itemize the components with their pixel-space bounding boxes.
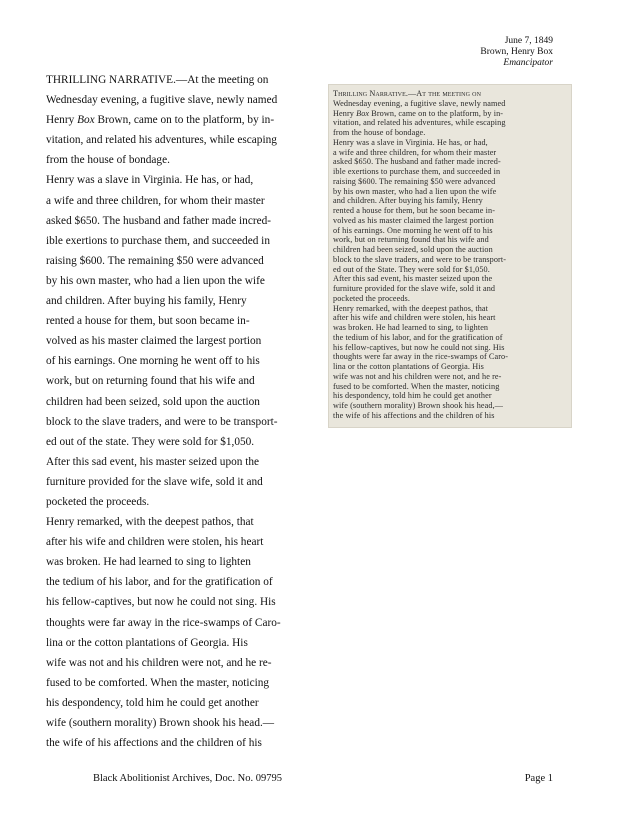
transcription-line: block to the slave traders, and were to be transport- [46, 415, 278, 428]
transcription-text [46, 70, 296, 753]
clipping-line: Thrilling Narrative.—At the meeting on [333, 89, 482, 98]
clipping-line: pocketed the proceeds. [333, 293, 410, 303]
clipping-line: wife was not and his children were not, and he re- [333, 371, 502, 381]
transcription-line: rented a house for them, but soon became in- [46, 315, 250, 328]
clipping-line: furniture provided for the slave wife, sold it and [333, 284, 496, 293]
clipping-line: vitation, and related his adventures, while escaping [333, 118, 506, 128]
clipping-line: children had been seized, sold upon the auction [333, 245, 493, 254]
transcription-line: Wednesday evening, a fugitive slave, newly named [46, 94, 278, 107]
transcription-line: from the house of bondage. [46, 154, 170, 167]
footer-archive: Black Abolitionist Archives, Doc. No. 09795 [93, 773, 282, 784]
header-author: Brown, Henry Box [480, 47, 553, 57]
transcription-line: and children. After buying his family, Henry [46, 295, 247, 308]
clipping-line: block to the slave traders, and were to be transport- [333, 254, 507, 264]
transcription-line: of his earnings. One morning he went off to his [46, 355, 260, 368]
clipping-line: ed out of the State. They were sold for $1,050. [333, 264, 490, 274]
transcription-line: vitation, and related his adventures, while escaping [46, 134, 277, 147]
header-date: June 7, 1849 [504, 36, 553, 46]
clipping-line: his despondency, told him he could get another [333, 391, 492, 401]
transcription-line: THRILLING NARRATIVE.—At the meeting on [46, 74, 269, 86]
header-publication: Emancipator [503, 58, 553, 68]
transcription-line: fused to be comforted. When the master, noticing [46, 676, 270, 689]
clipping-line: After this sad event, his master seized upon the [333, 274, 493, 284]
transcription-line: a wife and three children, for whom their master [46, 194, 265, 207]
clipping-line: after his wife and children were stolen, his heart [333, 313, 496, 323]
transcription-line: furniture provided for the slave wife, sold it and [46, 475, 263, 488]
clipping-line: Henry remarked, with the deepest pathos, that [333, 303, 489, 313]
clipping-line: was broken. He had learned to sing, to lighten [333, 323, 489, 332]
clipping-line: ible exertions to purchase them, and succeeded in [333, 167, 501, 176]
transcription-line: the tedium of his labor, and for the gratification of [46, 576, 273, 589]
transcription-line: raising $600. The remaining $50 were advanced [46, 254, 264, 267]
transcription-line: his fellow-captives, but now he could not sing. His [46, 596, 276, 609]
transcription-line: wife (southern morality) Brown shook his head.— [46, 717, 275, 729]
newspaper-clipping-text [333, 89, 567, 421]
clipping-line: of his earnings. One morning he went off to his [333, 225, 493, 235]
footer-page-number: Page 1 [524, 773, 553, 784]
transcription-line: asked $650. The husband and father made incred- [46, 214, 272, 227]
clipping-line: asked $650. The husband and father made incred- [333, 157, 501, 167]
transcription-line: thoughts were far away in the rice-swamps of Caro- [46, 616, 281, 629]
transcription-line: after his wife and children were stolen, his heart [46, 536, 264, 549]
clipping-line: and children. After buying his family, Henry [333, 196, 483, 206]
transcription-line: pocketed the proceeds. [46, 495, 150, 508]
transcription-line: work, but on returning found that his wife and [46, 375, 255, 388]
clipping-line: Wednesday evening, a fugitive slave, newly named [333, 98, 506, 108]
clipping-line: wife (southern morality) Brown shook his head,— [333, 401, 504, 410]
clipping-line: Henry was a slave in Virginia. He has, or had, [333, 137, 488, 147]
transcription-line: After this sad event, his master seized upon the [46, 455, 260, 468]
clipping-line: his fellow-captives, but now he could not sing. His [333, 342, 505, 352]
clipping-line: lina or the cotton plantations of Georgia. His [333, 362, 484, 371]
transcription-line: ed out of the state. They were sold for $1,050. [46, 435, 255, 448]
transcription-line: by his own master, who had a lien upon the wife [46, 274, 265, 287]
clipping-line: work, but on returning found that his wife and [333, 235, 489, 245]
newspaper-clipping-image [328, 84, 572, 428]
transcription-line: Henry remarked, with the deepest pathos, that [46, 516, 254, 529]
clipping-line: thoughts were far away in the rice-swamps of Caro- [333, 352, 509, 362]
transcription-line: Henry was a slave in Virginia. He has, or had, [46, 174, 254, 187]
clipping-line: volved as his master claimed the largest portion [333, 215, 494, 225]
clipping-line: the wife of his affections and the children of his [333, 410, 495, 420]
transcription-line: ible exertions to purchase them, and succeeded in [46, 234, 270, 247]
document-header [480, 36, 553, 69]
clipping-line: rented a house for them, but he soon became in- [333, 206, 496, 215]
clipping-line: the tedium of his labor, and for the gratification of [333, 332, 503, 342]
clipping-line: raising $600. The remaining $50 were advanced [333, 176, 496, 186]
transcription-line: the wife of his affections and the children of his [46, 737, 262, 750]
transcription-line: wife was not and his children were not, and he re- [46, 656, 272, 669]
clipping-line: a wife and three children, for whom their master [333, 147, 497, 157]
clipping-line: fused to be comforted. When the master, noticing [333, 381, 500, 391]
clipping-line: from the house of bondage. [333, 128, 426, 137]
clipping-line: by his own master, who had a lien upon the wife [333, 186, 497, 196]
transcription-line: lina or the cotton plantations of Georgia. His [46, 636, 248, 649]
transcription-line: Henry Box Brown, came on to the platform, by in- [46, 114, 275, 127]
transcription-line: was broken. He had learned to sing to lighten [46, 556, 251, 569]
transcription-line: his despondency, told him he could get another [46, 696, 259, 709]
clipping-line: Henry Box Brown, came on to the platform, by in- [333, 108, 504, 118]
transcription-line: children had been seized, sold upon the auction [46, 395, 260, 408]
transcription-line: volved as his master claimed the largest portion [46, 335, 262, 348]
